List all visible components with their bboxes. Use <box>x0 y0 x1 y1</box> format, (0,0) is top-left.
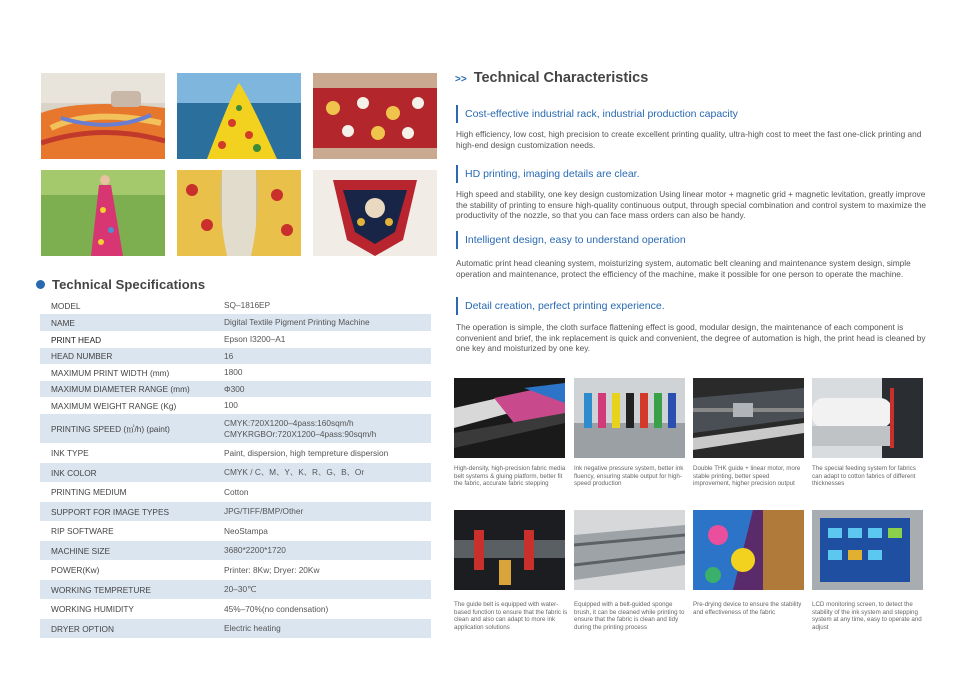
tech-title: Technical Characteristics <box>473 70 649 86</box>
spec-row-ink-color <box>40 463 431 482</box>
caption: Equipped with a belt-guided sponge brush, it can be cleaned while printing to ensure that the fabric is clean and tidy during the printing process <box>574 601 685 631</box>
photo-sponge-brush <box>574 510 685 590</box>
feature-body: The operation is simple, the cloth surface flattening effect is good, modular design, the maintenance of each component is convenient and brief, the ink replacement is quick and convenient, the degree of automation is high, the print head is cleaned by one key and moisturized by one key. <box>456 322 926 353</box>
spec-row-dryer-option <box>40 619 431 638</box>
caption: Ink negative pressure system, better ink fluency, ensuring stable output for high-speed production <box>574 465 684 488</box>
spec-value: NeoStampa <box>224 525 268 536</box>
spec-label: MODEL <box>51 300 81 311</box>
spec-row-printing-speed <box>40 414 431 443</box>
spec-row-print-head <box>40 331 431 348</box>
feature-body: High efficiency, low cost, high precision to create excellent printing quality, ultra-high cost to meet the fast one-click printing and high-end design customization needs. <box>456 129 922 150</box>
spec-value: Paint, dispersion, high tempreture dispersion <box>224 447 389 458</box>
spec-row-model <box>40 297 431 314</box>
photo-tablecloth <box>313 73 437 159</box>
spec-row-name <box>40 314 431 331</box>
spec-row-power <box>40 560 431 580</box>
feature-heading <box>456 105 926 123</box>
spec-value: SQ–1816EP <box>224 300 271 310</box>
spec-row-printing-medium <box>40 482 431 502</box>
spec-value: 20–30℃ <box>224 584 257 594</box>
spec-label: MAXIMUM PRINT WIDTH (mm) <box>51 367 170 378</box>
feature-block <box>456 231 926 279</box>
caption: The guide belt is equipped with water-based function to ensure that the fabric is clean and also can adapt to more ink application solutions <box>454 601 568 631</box>
photo-long-dress <box>41 170 165 256</box>
feature-title: Cost-effective industrial rack, industrial production capacity <box>465 108 738 120</box>
accent-bar <box>456 165 458 183</box>
spec-value: Printer: 8Kw; Dryer: 20Kw <box>224 564 320 575</box>
specs-table <box>40 297 431 638</box>
accent-bar <box>456 297 458 315</box>
spec-value: Electric heating <box>224 623 281 633</box>
spec-value: 45%–70%(no condensation) <box>224 603 329 614</box>
feature-block <box>456 165 926 221</box>
photo-lcd-screen <box>812 510 923 590</box>
spec-label: WORKING TEMPRETURE <box>51 584 151 595</box>
double-arrow-icon: >> <box>455 74 467 85</box>
spec-label: RIP SOFTWARE <box>51 526 114 536</box>
spec-value: JPG/TIFF/BMP/Other <box>224 506 304 516</box>
spec-value-line: CMYKRGBOr:720X1200–4pass:90sqm/h <box>224 428 377 439</box>
spec-row-print-width <box>40 364 431 381</box>
spec-value <box>224 418 431 440</box>
photo-feeding-system <box>812 378 923 458</box>
spec-label: INK TYPE <box>51 448 89 458</box>
spec-value: Φ300 <box>224 383 245 394</box>
photo-scarf <box>313 170 437 256</box>
feature-heading <box>456 165 926 183</box>
spec-row-machine-size <box>40 541 431 560</box>
spec-row-ink-type <box>40 443 431 463</box>
photo-linear-guide <box>693 378 804 458</box>
specs-heading <box>36 277 205 292</box>
spec-value: 16 <box>224 350 234 361</box>
spec-label: SUPPORT FOR IMAGE TYPES <box>51 506 170 517</box>
spec-row-working-humidity <box>40 599 431 619</box>
photo-curtains <box>177 170 301 256</box>
photo-bedding <box>41 73 165 159</box>
spec-label: WORKING HUMIDITY <box>51 604 134 614</box>
spec-value: Cotton <box>224 486 249 497</box>
spec-value: CMYK / C、M、Y、K、R、G、B、Or <box>224 467 365 477</box>
caption: The special feeding system for fabrics can adapt to cotton fabrics of different thicknesses <box>812 465 916 488</box>
spec-row-diameter <box>40 381 431 397</box>
feature-title: Intelligent design, easy to understand operation <box>465 234 686 246</box>
feature-block <box>456 105 926 150</box>
feature-title: HD printing, imaging details are clear. <box>465 168 640 180</box>
photo-ink-system <box>574 378 685 458</box>
spec-row-working-temp <box>40 580 431 599</box>
accent-bar <box>456 105 458 123</box>
caption: Double THK guide + linear motor, more stable printing, better speed improvement, higher precision output <box>693 465 801 488</box>
specs-title: Technical Specifications <box>52 277 206 292</box>
caption: LCD monitoring screen, to detect the stability of the ink system and stepping system at any time, easy to operate and adjust <box>812 601 922 631</box>
feature-body: Automatic print head cleaning system, moisturizing system, automatic belt cleaning and maintenance system design, simple operation and maintenance, protect the efficiency of the machine, make it possible for one person to operate the machine. <box>456 258 911 279</box>
tech-heading <box>455 70 648 86</box>
spec-label: MAXIMUM DIAMETER RANGE (mm) <box>51 384 190 394</box>
photo-pre-drying <box>693 510 804 590</box>
photo-media-belt <box>454 378 565 458</box>
accent-bar <box>456 231 458 249</box>
spec-label: NAME <box>51 317 75 328</box>
spec-label: DRYER OPTION <box>51 623 115 634</box>
spec-value: 1800 <box>224 367 243 377</box>
spec-value: Digital Textile Pigment Printing Machine <box>224 317 370 327</box>
spec-label: MACHINE SIZE <box>51 545 111 556</box>
spec-label: INK COLOR <box>51 467 97 478</box>
spec-label: HEAD NUMBER <box>51 351 113 361</box>
spec-row-head-number <box>40 348 431 364</box>
spec-label: PRINTING MEDIUM <box>51 487 127 497</box>
photo-guide-belt <box>454 510 565 590</box>
spec-label: PRINT HEAD <box>51 334 102 345</box>
caption: Pre-drying device to ensure the stability and effectiveness of the fabric <box>693 601 802 616</box>
feature-block <box>456 297 926 354</box>
spec-value: 100 <box>224 400 238 410</box>
feature-heading <box>456 297 926 315</box>
spec-value-line: CMYK:720X1200–4pass:160sqm/h <box>224 417 354 428</box>
caption: High-density, high-precision fabric media belt systems & gluing platform, better fit the fabric, accurate fabric stepping <box>454 465 566 488</box>
bullet-dot-icon <box>36 280 45 289</box>
feature-heading <box>456 231 926 249</box>
spec-label: PRINTING SPEED (㎡/h) (paint) <box>51 423 170 434</box>
spec-value: Epson I3200–A1 <box>224 334 286 344</box>
spec-row-weight <box>40 397 431 414</box>
spec-label: POWER(Kw) <box>51 565 100 575</box>
spec-row-rip-software <box>40 521 431 541</box>
spec-label: MAXIMUM WEIGHT RANGE (Kg) <box>51 400 177 411</box>
spec-value: 3680*2200*1720 <box>224 545 286 555</box>
spec-row-image-types <box>40 502 431 521</box>
photo-dress-sea <box>177 73 301 159</box>
feature-body: High speed and stability, one key design customization Using linear motor + magnetic grid + magnetic levitation, greatly improve the stability of printing to ensure high-quality continuous output, through special combination and control system to maximize the productivity of the nozzle, so that you can face mass orders can also be handy. <box>456 189 926 220</box>
feature-title: Detail creation, perfect printing experience. <box>465 300 665 312</box>
